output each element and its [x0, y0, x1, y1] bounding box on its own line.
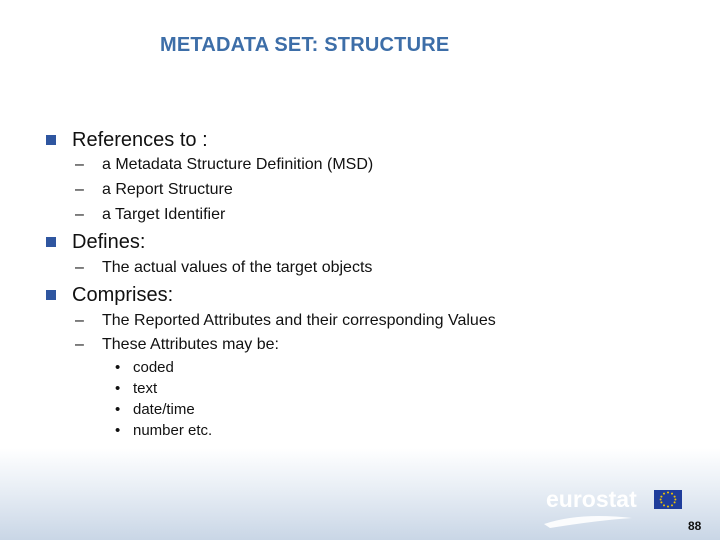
- page-number: 88: [688, 519, 702, 533]
- bullet-heading: Comprises:: [72, 284, 174, 306]
- square-bullet-icon: [46, 290, 56, 300]
- sub-bullet-text: The Reported Attributes and their corresponding Values: [102, 312, 496, 329]
- dash-bullet-icon: –: [75, 181, 84, 198]
- sub-bullet-text: These Attributes may be:: [102, 336, 279, 353]
- dot-bullet-icon: •: [115, 380, 121, 397]
- sub-bullet-text: The actual values of the target objects: [102, 259, 373, 276]
- sub-sub-bullet-text: coded: [133, 359, 174, 376]
- eu-flag-icon: [654, 490, 682, 509]
- dash-bullet-icon: –: [75, 156, 84, 173]
- sub-sub-bullet-text: number etc.: [133, 422, 213, 439]
- square-bullet-icon: [46, 237, 56, 247]
- dash-bullet-icon: –: [75, 312, 84, 329]
- square-bullet-icon: [46, 135, 56, 145]
- logo-swoosh: [544, 516, 632, 528]
- dot-bullet-icon: •: [115, 422, 121, 439]
- eurostat-logo: [540, 484, 690, 528]
- logo-text: eurostat: [546, 486, 637, 512]
- dash-bullet-icon: –: [75, 206, 84, 223]
- dash-bullet-icon: –: [75, 336, 84, 353]
- sub-sub-bullet-text: text: [133, 380, 158, 397]
- slide-title: METADATA SET: STRUCTURE: [160, 34, 450, 56]
- dot-bullet-icon: •: [115, 359, 121, 376]
- bullet-heading: Defines:: [72, 231, 146, 253]
- sub-bullet-text: a Metadata Structure Definition (MSD): [102, 156, 374, 173]
- sub-bullet-text: a Report Structure: [102, 181, 233, 198]
- sub-sub-bullet-text: date/time: [133, 401, 195, 418]
- dot-bullet-icon: •: [115, 401, 121, 418]
- sub-bullet-text: a Target Identifier: [102, 206, 226, 223]
- dash-bullet-icon: –: [75, 259, 84, 276]
- bullet-heading: References to :: [72, 129, 208, 151]
